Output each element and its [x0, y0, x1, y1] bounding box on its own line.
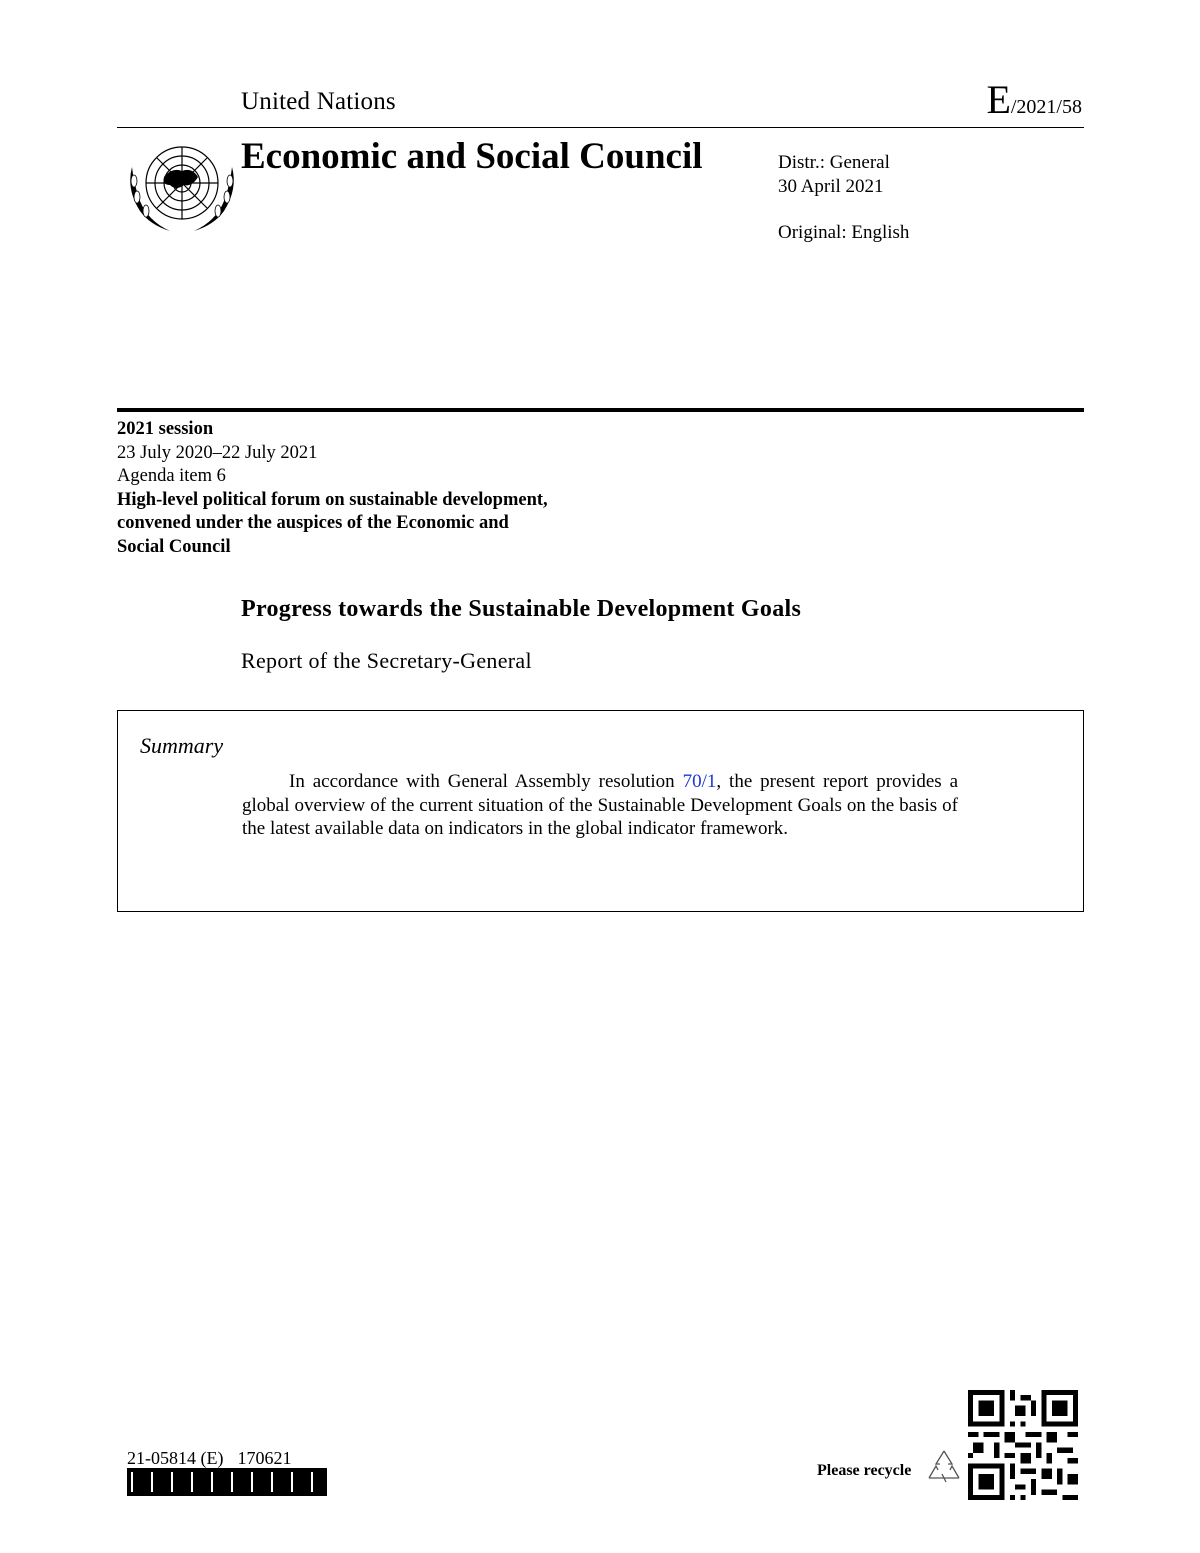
recycle-label: Please recycle [817, 1462, 912, 1479]
session-divider [117, 408, 1084, 412]
qr-code-icon [968, 1390, 1078, 1500]
session-title: 2021 session [117, 419, 214, 439]
resolution-link[interactable]: 70/1 [682, 771, 717, 792]
report-subtitle: Report of the Secretary-General [241, 648, 532, 673]
symbol-number: /2021/58 [1010, 96, 1082, 118]
summary-text-end: , the present report provides a global overview of the current situation of the Sustainable Development Goals on the basis of the latest available data on indicators in the global indicator framework. [242, 771, 959, 839]
forum-line-2: convened under the auspices of the Economic and [117, 513, 509, 533]
forum-line-1: High-level political forum on sustainable development, [117, 489, 548, 510]
session-dates: 23 July 2020–22 July 2021 [117, 442, 318, 463]
job-number-date: 170621 [237, 1448, 292, 1468]
job-number [127, 1448, 305, 1469]
un-emblem-icon [124, 137, 240, 233]
recycle-icon [924, 1446, 964, 1486]
organization-name: United Nations [241, 88, 396, 115]
summary-text-start: In accordance with General Assembly resolution [289, 771, 683, 792]
session-info [117, 418, 637, 559]
distribution-type: Distr.: General [778, 152, 890, 173]
job-number-code: 21-05814 (E) [127, 1448, 224, 1468]
summary-heading: Summary [140, 733, 224, 758]
report-title: Progress towards the Sustainable Development Goals [241, 596, 802, 622]
original-language: Original: English [778, 222, 910, 243]
council-name: Economic and Social Council [241, 136, 703, 177]
agenda-item: Agenda item 6 [117, 466, 226, 486]
document-date: 30 April 2021 [778, 176, 884, 197]
symbol-prefix: E [986, 77, 1011, 122]
barcode-icon [127, 1468, 327, 1496]
document-symbol [986, 76, 1082, 123]
forum-line-3: Social Council [117, 536, 231, 557]
summary-text [242, 770, 958, 841]
header-divider [117, 127, 1084, 128]
